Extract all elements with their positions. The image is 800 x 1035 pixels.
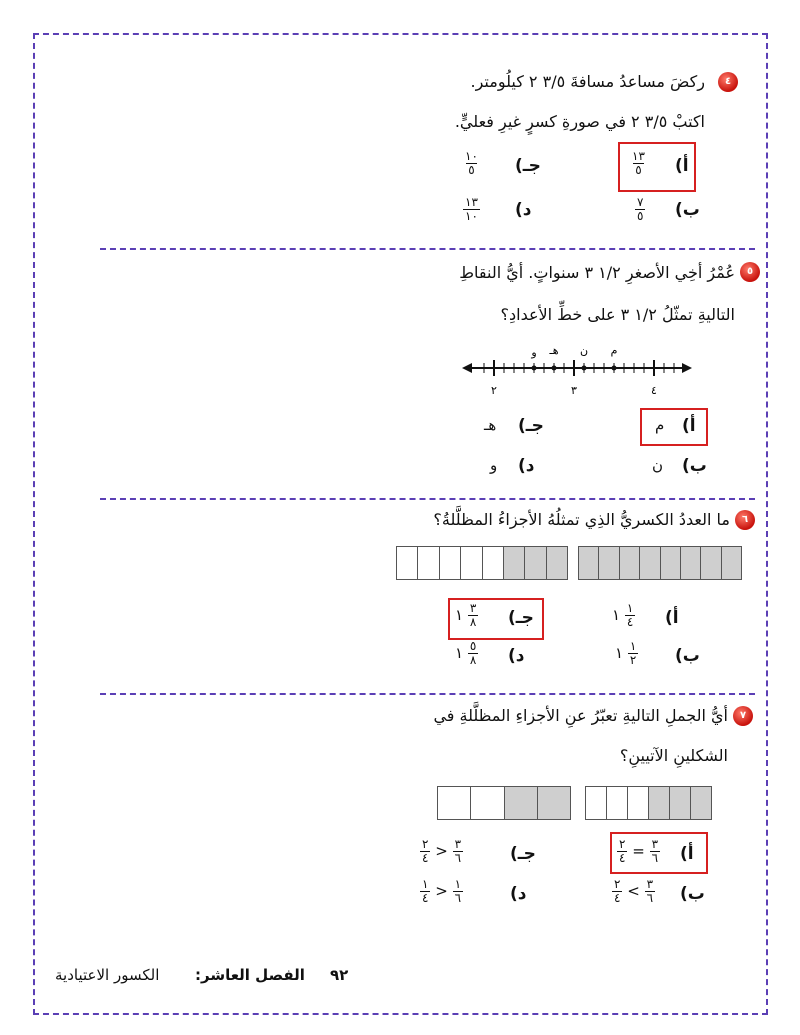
shaded-part (524, 547, 545, 579)
question-number-badge: ٦ (735, 510, 755, 530)
point-label: ن (579, 344, 589, 357)
unshaded-part (627, 787, 648, 819)
point-marker (612, 366, 617, 371)
fraction: $\frac{١٣}{٥}$ (632, 149, 645, 177)
option-value[interactable] (635, 196, 645, 223)
option-letter[interactable]: جـ) (508, 608, 534, 628)
option-value[interactable]: هـ (484, 416, 497, 434)
option-letter[interactable]: جـ) (510, 844, 536, 864)
option-value[interactable]: م (655, 416, 665, 434)
fraction: $\frac{٣}{٨}$ (469, 601, 477, 629)
divider (100, 498, 755, 500)
page-number: ٩٢ (330, 966, 349, 984)
question-text: اكتبْ ٣/٥ ٢ في صورةِ كسرٍ غيرِ فعليٍّ. (454, 112, 705, 131)
arrow-right-icon (682, 363, 692, 373)
point-marker (582, 366, 587, 371)
correct-answer-box (640, 408, 708, 446)
shaded-part (546, 547, 567, 579)
option-value[interactable]: $\frac{٢}{٤}$ > $\frac{٣}{٦}$ (422, 837, 462, 865)
option-letter[interactable]: أ) (680, 844, 694, 864)
option-letter[interactable]: جـ) (518, 416, 544, 436)
option-letter[interactable]: أ) (665, 608, 679, 628)
option-letter[interactable]: د) (508, 646, 525, 666)
question-text: ركضَ مساعدُ مسافةَ ٣/٥ ٢ كيلُومتر. (470, 72, 705, 91)
option-letter[interactable]: ب) (675, 200, 700, 220)
option-letter[interactable]: ب) (675, 646, 700, 666)
question-text: ما العددُ الكسريُّ الذِي تمثلُهُ الأجزاءُ المظلَّلةُ؟ (433, 510, 730, 529)
option-letter[interactable]: أ) (675, 156, 689, 176)
fraction: $\frac{١٣}{١٠}$ (465, 195, 478, 223)
shaded-part (579, 547, 598, 579)
fraction: $\frac{٥}{٨}$ (469, 639, 477, 667)
shaded-part (598, 547, 618, 579)
fraction: $\frac{١}{٦}$ (454, 877, 462, 905)
fraction: $\frac{١}{٢}$ (629, 639, 637, 667)
tick-label: ٤ (651, 384, 657, 397)
option-value[interactable]: ١ $\frac{١}{٤}$ (612, 601, 634, 629)
fraction: $\frac{١}{٤}$ (422, 877, 429, 905)
question-text: عُمْرُ أخِي الأصغرِ ١/٢ ٣ سنواتٍ. أيُّ النقاطِ (459, 263, 735, 282)
fraction-strip (437, 786, 571, 820)
fraction: $\frac{٧}{٥}$ (637, 195, 644, 223)
option-letter[interactable]: ب) (680, 884, 705, 904)
option-letter[interactable]: د) (510, 884, 527, 904)
option-value[interactable]: ١ $\frac{١}{٢}$ (615, 639, 637, 667)
unshaded-part (460, 547, 481, 579)
fraction-strip (396, 546, 568, 580)
option-value[interactable]: $\frac{٢}{٤}$ = $\frac{٣}{٦}$ (619, 837, 659, 865)
unshaded-part (438, 787, 470, 819)
point-label: م (610, 344, 618, 357)
divider (100, 693, 755, 695)
shaded-part (700, 547, 720, 579)
option-letter[interactable]: د) (518, 456, 535, 476)
shaded-part (721, 547, 741, 579)
question-text: التاليةِ تمثّلُ ١/٢ ٣ على خطِّ الأعدادِ؟ (500, 305, 735, 324)
option-value[interactable]: $\frac{٢}{٤}$ < $\frac{٣}{٦}$ (614, 877, 654, 905)
point-label: و (531, 346, 537, 359)
divider (100, 248, 755, 250)
option-value[interactable] (463, 150, 480, 177)
point-marker (532, 366, 537, 371)
fraction: $\frac{٢}{٤}$ (422, 837, 429, 865)
option-value[interactable] (630, 150, 647, 177)
question-number-badge: ٥ (740, 262, 760, 282)
unshaded-part (586, 787, 606, 819)
option-value[interactable]: ١ $\frac{٣}{٨}$ (455, 601, 477, 629)
shaded-part (504, 787, 537, 819)
option-value[interactable]: $\frac{١}{٤}$ > $\frac{١}{٦}$ (422, 877, 462, 905)
option-letter[interactable]: جـ) (515, 156, 541, 176)
fraction: $\frac{٢}{٤}$ (619, 837, 626, 865)
unshaded-part (397, 547, 417, 579)
arrow-left-icon (462, 363, 472, 373)
option-value[interactable]: و (490, 456, 498, 474)
fraction: $\frac{٣}{٦}$ (454, 837, 462, 865)
unshaded-part (417, 547, 438, 579)
unshaded-part (470, 787, 503, 819)
fraction-strip (578, 546, 742, 580)
fraction-strip (585, 786, 712, 820)
question-text: الشكلينِ الآتيينِ؟ (619, 746, 728, 765)
shaded-part (537, 787, 570, 819)
question-number-badge: ٧ (733, 706, 753, 726)
shaded-part (690, 787, 711, 819)
option-value[interactable]: ن (652, 456, 664, 474)
shaded-part (619, 547, 639, 579)
question-number-badge: ٤ (718, 72, 738, 92)
shaded-part (660, 547, 680, 579)
option-letter[interactable]: د) (515, 200, 532, 220)
number-line (462, 340, 692, 400)
shaded-part (648, 787, 669, 819)
fraction: $\frac{١٠}{٥}$ (465, 149, 478, 177)
fraction: $\frac{٢}{٤}$ (614, 877, 621, 905)
tick-label: ٢ (491, 384, 497, 397)
unshaded-part (482, 547, 503, 579)
chapter-label: الفصل العاشر: (195, 966, 305, 984)
fraction: $\frac{١}{٤}$ (626, 601, 634, 629)
unshaded-part (606, 787, 627, 819)
point-marker (552, 366, 557, 371)
fraction: $\frac{٣}{٦}$ (646, 877, 654, 905)
fraction: $\frac{٣}{٦}$ (651, 837, 659, 865)
unshaded-part (439, 547, 460, 579)
shaded-part (639, 547, 659, 579)
option-value[interactable]: ١ $\frac{٥}{٨}$ (455, 639, 477, 667)
tick-label: ٣ (571, 384, 577, 397)
shaded-part (680, 547, 700, 579)
chapter-title: الكسور الاعتيادية (55, 966, 160, 984)
shaded-part (669, 787, 690, 819)
shaded-part (503, 547, 524, 579)
option-value[interactable] (463, 196, 480, 223)
question-text: أيُّ الجملِ التاليةِ تعبّرُ عنِ الأجزاءِ المظلَّلةِ في (433, 706, 728, 725)
option-letter[interactable]: ب) (682, 456, 707, 476)
point-label: هـ (549, 344, 559, 357)
option-letter[interactable]: أ) (682, 416, 696, 436)
